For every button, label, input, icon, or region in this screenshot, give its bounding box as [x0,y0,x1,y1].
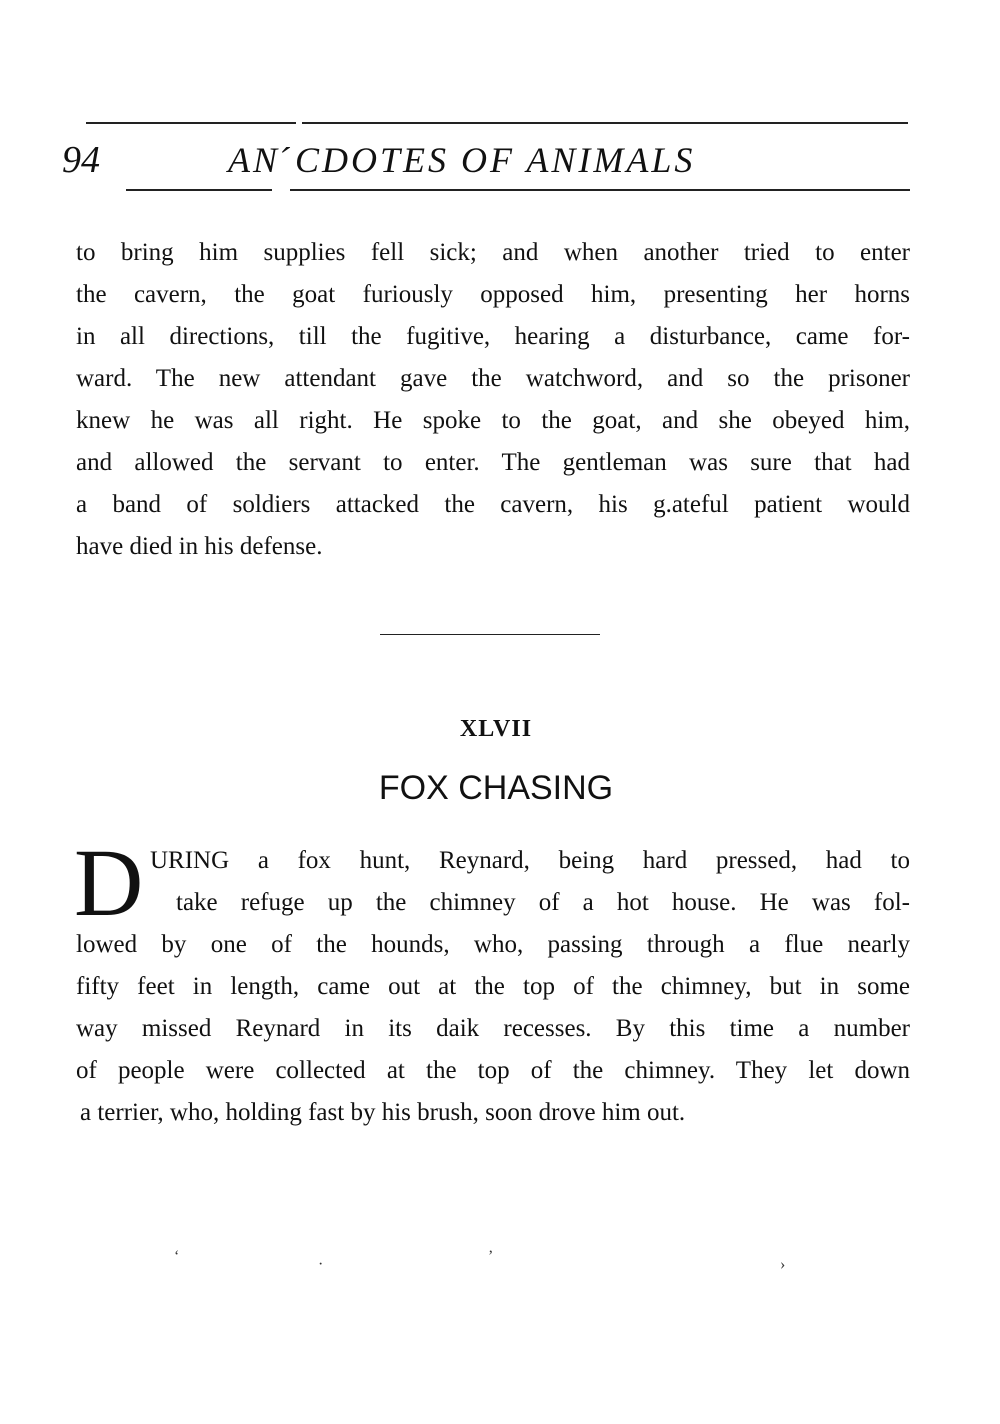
paragraph-line: knew he was all right. He spoke to the goat, and she obeyed him, [76,407,910,434]
page-number: 94 [62,139,100,181]
paragraph-line: of people were collected at the top of the chimney. They let down [76,1057,910,1084]
scan-speck: ’ [488,1248,494,1265]
chapter-number: XLVII [459,716,533,742]
paragraph-line: in all directions, till the fugitive, hearing a disturbance, came for- [76,323,910,350]
paragraph-line: URING a fox hunt, Reynard, being hard pressed, had to [150,847,910,874]
running-title: ANˊCDOTES OF ANIMALS [228,140,696,180]
scan-speck: › [780,1256,786,1273]
paragraph-line: to bring him supplies fell sick; and when another tried to enter [76,239,910,266]
paragraph-line: way missed Reynard in its daik recesses. By this time a number [76,1015,910,1042]
chapter-title: FOX CHASING [378,769,614,807]
paragraph-line: a band of soldiers attacked the cavern, his g.ateful patient would [76,491,910,518]
paragraph-line: lowed by one of the hounds, who, passing through a flue nearly [76,931,910,958]
paragraph-line: have died in his defense. [76,533,323,560]
paragraph-line: and allowed the servant to enter. The gentleman was sure that had [76,449,910,476]
header-rule-bottom-right [290,189,910,191]
drop-cap: D [74,829,144,936]
paragraph-line: a terrier, who, holding fast by his brush, soon drove him out. [80,1099,686,1126]
paragraph-line: the cavern, the goat furiously opposed him, presenting her horns [76,281,910,308]
paragraph-line: ward. The new attendant gave the watchword, and so the prisoner [76,365,910,392]
header-rule-top-right [302,122,908,124]
header-rule-top-left [86,122,296,124]
paragraph-line: fifty feet in length, came out at the top of the chimney, but in some [76,973,910,1000]
paragraph-line: take refuge up the chimney of a hot house. He was fol- [176,889,910,916]
header-rule-bottom-left [126,189,272,191]
section-divider [380,634,600,635]
scan-speck: ‘ [174,1248,180,1265]
scan-speck: · [318,1256,324,1273]
